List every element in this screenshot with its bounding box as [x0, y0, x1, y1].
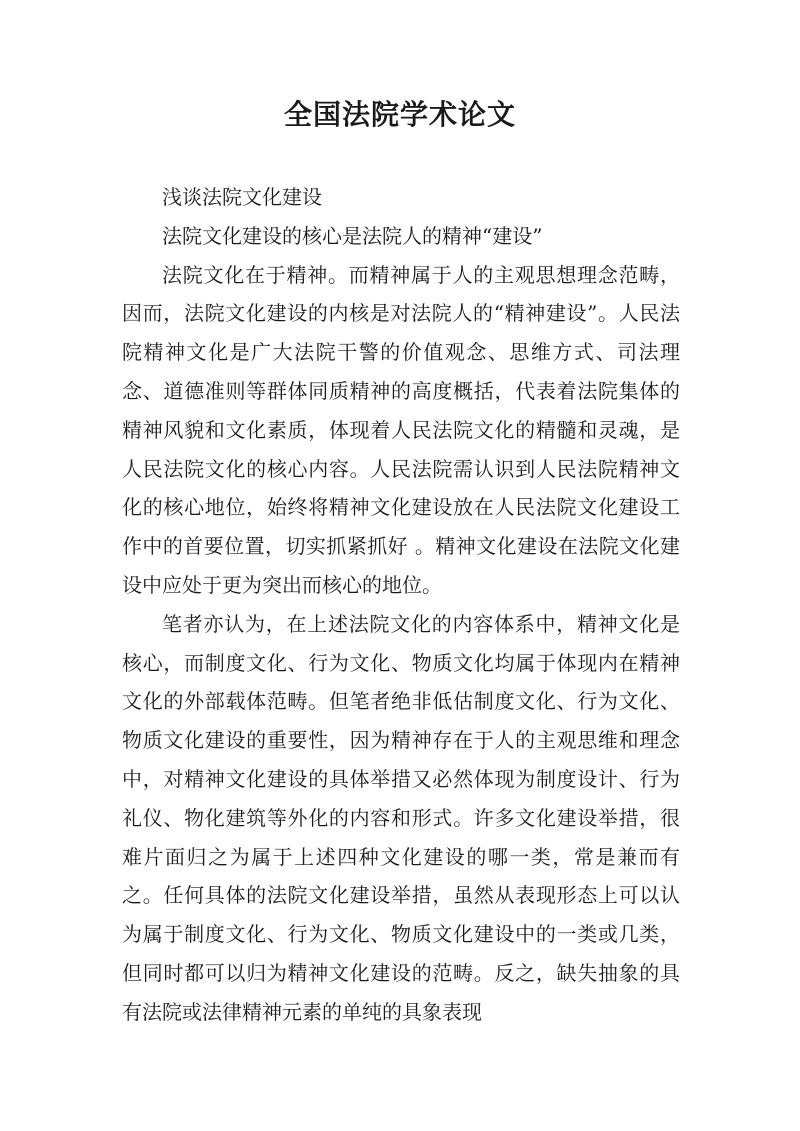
article-heading: 浅谈法院文化建设 [162, 185, 322, 209]
document-body [122, 178, 680, 1032]
body-paragraph: 笔者亦认为，在上述法院文化的内容体系中，精神文化是核心，而制度文化、行为文化、物质文化均属于体现内在精神文化的外部载体范畴。但笔者绝非低估制度文化、行为文化、物质文化建设的重要性，因为精神存在于人的主观思维和理念中，对精神文化建设的具体举措又必然体现为制度设计、行为礼仪、物化建筑等外化的内容和形式。许多文化建设举措，很难片面归之为属于上述四种文化建设的哪一类，常是兼而有之。任何具体的法院文化建设举措，虽然从表现形态上可以认为属于制度文化、行为文化、物质文化建设中的一类或几类，但同时都可以归为精神文化建设的范畴。反之，缺失抽象的具有法院或法律精神元素的单纯的具象表现 [122, 611, 680, 1024]
page-title: 全国法院学术论文 [283, 98, 516, 131]
body-paragraph: 法院文化在于精神。而精神属于人的主观思想理念范畴，因而，法院文化建设的内核是对法院人的“精神建设”。人民法院精神文化是广大法院干警的价值观念、思维方式、司法理念、道德准则等群体同质精神的高度概括，代表着法院集体的精神风貌和文化素质，体现着人民法院文化的精髓和灵魂，是人民法院文化的核心内容。人民法院需认识到人民法院精神文化的核心地位，始终将精神文化建设放在人民法院文化建设工作中的首要位置，切实抓紧抓好 。精神文化建设在法院文化建设中应处于更为突出而核心的地位。 [122, 262, 680, 597]
article-subheading: 法院文化建设的核心是法院人的精神“建设” [162, 223, 543, 248]
